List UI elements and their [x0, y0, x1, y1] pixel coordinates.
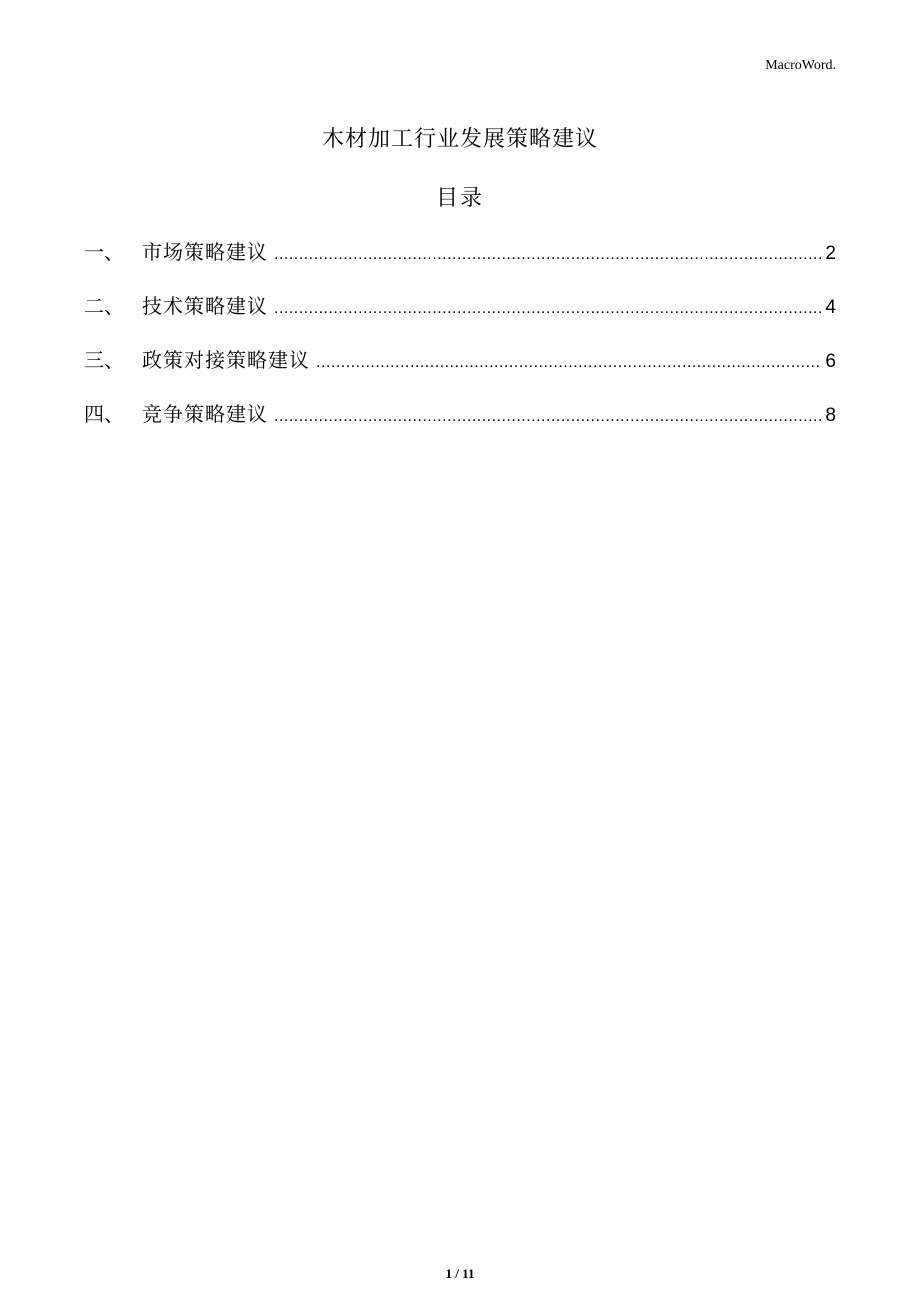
toc-entry-technology[interactable] — [84, 290, 836, 344]
toc-entry-page: 4 — [825, 297, 836, 318]
page-indicator: 1 / 11 — [445, 1266, 475, 1281]
document-title: 木材加工行业发展策略建议 — [321, 127, 598, 152]
toc-entry-number: 一、 — [84, 240, 124, 264]
toc-entry-page: 6 — [825, 351, 836, 372]
toc-entry-label: 市场策略建议 — [142, 240, 268, 264]
toc-dot-leader — [274, 246, 822, 264]
toc-entry-number: 二、 — [84, 294, 124, 318]
toc-entry-label: 政策对接策略建议 — [142, 348, 310, 372]
toc-dot-leader — [316, 354, 822, 372]
toc-entry-page: 2 — [825, 243, 836, 264]
toc-entry-page: 8 — [825, 405, 836, 426]
toc-heading: 目录 — [435, 186, 484, 211]
toc-entry-number: 四、 — [84, 402, 124, 426]
toc-dot-leader — [274, 408, 822, 426]
toc-entry-competition[interactable] — [84, 398, 836, 452]
table-of-contents — [84, 236, 836, 452]
toc-entry-label: 竞争策略建议 — [142, 402, 268, 426]
toc-dot-leader — [274, 300, 822, 318]
toc-entry-policy[interactable] — [84, 344, 836, 398]
toc-entry-market[interactable] — [84, 236, 836, 290]
header-brand: MacroWord. — [765, 58, 836, 73]
toc-entry-label: 技术策略建议 — [142, 294, 268, 318]
toc-entry-number: 三、 — [84, 348, 124, 372]
